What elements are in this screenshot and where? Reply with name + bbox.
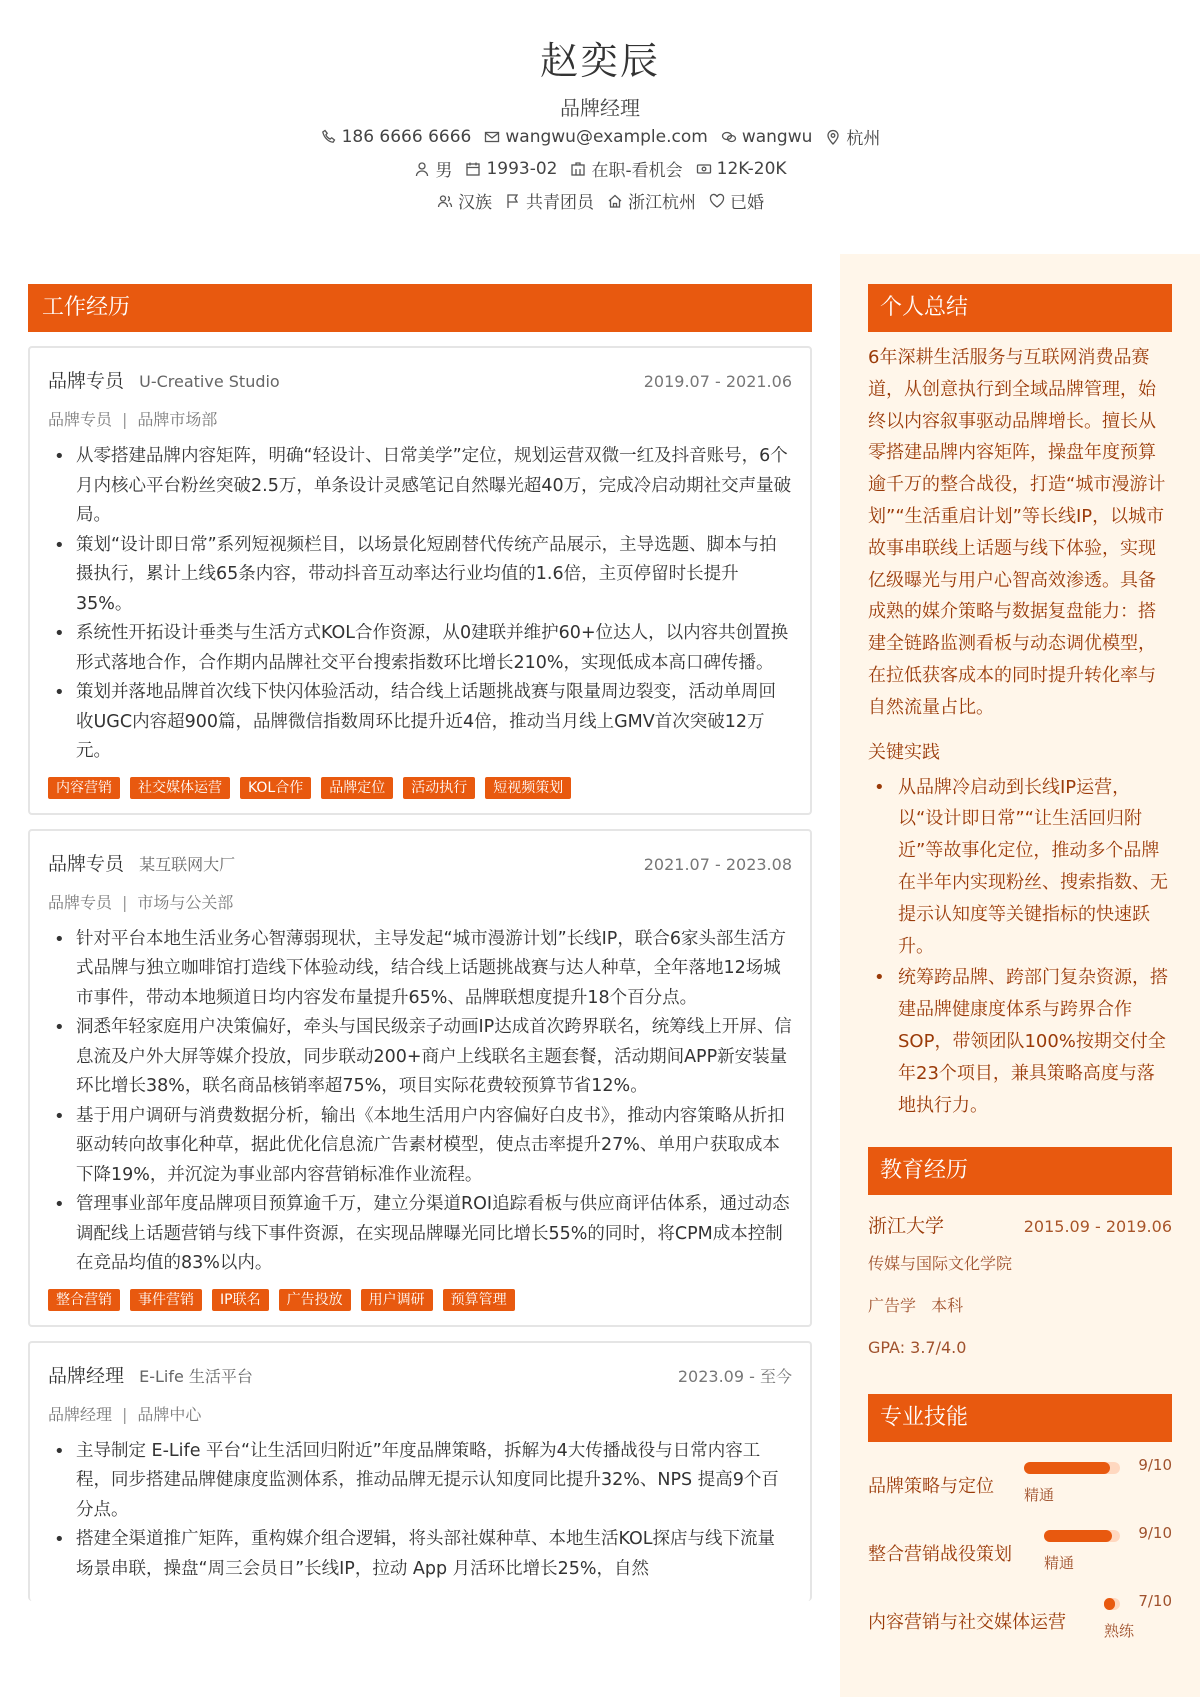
job-subline: 品牌经理 | 品牌中心: [48, 1404, 202, 1424]
mail-icon: [483, 128, 501, 146]
skill-tag: 社交媒体运营: [130, 777, 230, 799]
hometown-item: [606, 188, 696, 213]
calendar-icon: [464, 160, 482, 178]
skill-row: [868, 1584, 1172, 1652]
gpa: GPA: 3.7/4.0: [868, 1338, 967, 1358]
skill-tag: KOL合作: [240, 777, 311, 799]
job-bullet: • 策划“设计即日常”系列短视频栏目，以场景化短剧替代传统产品展示，主导选题、脚本与拍摄执行，累计上线65条内容，带动抖音互动率达行业均值的1.6倍，主页停留时长提升35%。: [48, 531, 792, 620]
resume-header: [0, 0, 1200, 240]
job-card: [28, 829, 812, 1327]
salary-item: [695, 159, 787, 179]
birth-item: [464, 159, 557, 179]
phone-value: 186 6666 6666: [341, 126, 472, 147]
candidate-title: 品牌经理: [560, 96, 640, 120]
school-name: 浙江大学: [868, 1215, 945, 1238]
skill-tag: IP联名: [212, 1289, 269, 1311]
job-bullet: • 针对平台本地生活业务心智薄弱现状，主导发起“城市漫游计划”长线IP，联合6家头部生活方式品牌与独立咖啡馆打造线下体验动线，结合线上话题挑战赛与达人种草，全年落地12场城市事件，带动本地频道日均内容发布量提升65%、品牌联想度提升18个百分点。: [48, 925, 792, 1014]
sidebar: [840, 254, 1200, 1697]
phone-item: [320, 127, 472, 147]
job-subline: 品牌专员 | 品牌市场部: [48, 410, 218, 429]
job-department: 品牌市场部: [137, 410, 218, 429]
skill-bar-track: [1024, 1462, 1120, 1474]
skill-tag: 活动执行: [403, 777, 475, 799]
job-period: 2019.07 - 2021.06: [643, 372, 792, 391]
key-practice-list: [868, 772, 1172, 1122]
key-practice-item: • 从品牌冷启动到长线IP运营，以“设计即日常”“让生活回归附近”等故事化定位，推动多个品牌在半年内实现粉丝、搜索指数、无提示认知度等关键指标的快速跃升。: [868, 772, 1172, 963]
candidate-name: 赵奕辰: [539, 39, 660, 83]
marital-item: [708, 188, 764, 213]
job-position: 品牌经理: [48, 1404, 113, 1424]
gender-item: [413, 156, 452, 181]
marital-value: 已婚: [730, 193, 764, 213]
education-heading: 教育经历: [868, 1147, 1172, 1195]
skill-row: [868, 1516, 1172, 1584]
politics-value: 共青团员: [526, 193, 594, 213]
job-company: 某互联网大厂: [139, 854, 236, 874]
job-period: 2023.09 - 至今: [677, 1366, 792, 1386]
phone-icon: [320, 128, 338, 146]
education-top: [868, 1211, 1172, 1238]
heart-icon: [708, 192, 726, 210]
politics-item: [504, 188, 594, 213]
work-section-heading: 工作经历: [28, 284, 812, 332]
major-degree: [868, 1290, 1172, 1322]
skill-bar-track: [1104, 1598, 1120, 1610]
summary-text: 6年深耕生活服务与互联网消费品赛道，从创意执行到全域品牌管理，始终以内容叙事驱动品牌增长。擅长从零搭建品牌内容矩阵，操盘年度预算逾千万的整合战役，打造“城市漫游计划”“生活重启计划”等长线IP，以城市故事串联线上话题与线下体验，实现亿级曝光与用户心智高效渗透。具备成熟的媒介策略与数据复盘能力：搭建全链路监测看板与动态调优模型，在拉低获客成本的同时提升转化率与自然流量占比。: [868, 347, 1166, 718]
job-bullets: [48, 1437, 792, 1585]
skill-name: 整合营销战役策划: [868, 1544, 1012, 1566]
skill-name: 内容营销与社交媒体运营: [868, 1612, 1066, 1634]
job-card: [28, 1341, 812, 1601]
job-role: 品牌经理: [48, 1364, 125, 1387]
wechat-icon: [720, 128, 738, 146]
email-value: wangwu@example.com: [505, 126, 708, 147]
job-bullet: • 基于用户调研与消费数据分析，输出《本地生活用户内容偏好白皮书》，推动内容策略从折扣驱动转向故事化种草，据此优化信息流广告素材模型，使点击率提升27%、单用户获取成本下降19%，并沉淀为事业部内容营销标准作业流程。: [48, 1102, 792, 1191]
skill-level: 精通: [1024, 1486, 1055, 1505]
job-position: 品牌专员: [48, 892, 113, 912]
job-role: 品牌专员: [48, 852, 125, 875]
skill-level: 精通: [1044, 1554, 1075, 1573]
skill-tag: 预算管理: [443, 1289, 515, 1311]
job-bullet: • 主导制定 E-Life 平台“让生活回归附近”年度品牌策略，拆解为4大传播战役与日常内容工程，同步搭建品牌健康度监测体系，推动品牌无提示认知度同比提升32%、NPS 提高9个百分点。: [48, 1437, 792, 1526]
skill-tag: 整合营销: [48, 1289, 120, 1311]
skill-level: 熟练: [1104, 1622, 1135, 1641]
job-period: 2021.07 - 2023.08: [643, 854, 792, 874]
skill-bar-fill: [1044, 1530, 1112, 1542]
city-value: 杭州: [846, 129, 881, 149]
skill-tag: 用户调研: [361, 1289, 433, 1311]
major: 广告学: [868, 1296, 917, 1316]
wechat-value: wangwu: [741, 126, 813, 147]
job-bullets: [48, 925, 792, 1279]
background-row: [0, 188, 1200, 213]
status-item: [569, 156, 682, 181]
people-icon: [436, 192, 454, 210]
hometown-value: 浙江杭州: [628, 193, 696, 213]
contact-row: [0, 124, 1200, 149]
skill-score: 9/10: [1138, 1456, 1172, 1475]
job-role: 品牌专员: [48, 370, 125, 392]
education-period: 2015.09 - 2019.06: [1023, 1217, 1172, 1237]
skills-heading: 专业技能: [868, 1394, 1172, 1442]
job-bullet: • 从零搭建品牌内容矩阵，明确“轻设计、日常美学”定位，规划运营双微一红及抖音账号，6个月内核心平台粉丝突破2.5万，单条设计灵感笔记自然曝光超40万，完成冷启动期社交声量破局。: [48, 442, 792, 531]
job-tags: [48, 777, 792, 799]
job-card: [28, 346, 812, 815]
location-pin-icon: [824, 128, 842, 146]
skill-tag: 品牌定位: [321, 777, 393, 799]
job-company: E-Life 生活平台: [139, 1366, 253, 1386]
degree: 本科: [931, 1296, 964, 1316]
skill-tag: 事件营销: [130, 1289, 202, 1311]
status-value: 在职-看机会: [591, 161, 683, 181]
email-item: [483, 127, 707, 147]
building-icon: [569, 160, 587, 178]
job-subline: 品牌专员 | 市场与公关部: [48, 892, 234, 912]
skill-tag: 内容营销: [48, 777, 120, 799]
key-practice-item: • 统筹跨品牌、跨部门复杂资源，搭建品牌健康度体系与跨界合作SOP，带领团队100%按期交付全年23个项目，兼具策略高度与落地执行力。: [868, 962, 1172, 1121]
key-practice-label: 关键实践: [868, 741, 940, 763]
job-position: 品牌专员: [48, 410, 113, 429]
job-bullets: [48, 442, 792, 767]
job-company: U-Creative Studio: [139, 372, 280, 391]
salary-value: 12K-20K: [716, 158, 787, 179]
personal-row: [0, 156, 1200, 181]
college-name: 传媒与国际文化学院: [868, 1254, 1013, 1274]
birth-value: 1993-02: [486, 158, 558, 179]
ethnicity-item: [436, 188, 492, 213]
job-bullet: • 系统性开拓设计垂类与生活方式KOL合作资源，从0建联并维护60+位达人，以内容共创置换形式落地合作，合作期内品牌社交平台搜索指数环比增长210%，实现低成本高口碑传播。: [48, 619, 792, 678]
job-bullet: • 策划并落地品牌首次线下快闪体验活动，结合线上话题挑战赛与限量周边裂变，活动单周回收UGC内容超900篇，品牌微信指数周环比提升近4倍，推动当月线上GMV首次突破12万元。: [48, 678, 792, 767]
job-department: 品牌中心: [137, 1404, 202, 1424]
skill-score: 9/10: [1138, 1524, 1172, 1543]
work-experience-section: [28, 284, 812, 1601]
home-icon: [606, 192, 624, 210]
job-tags: [48, 1289, 792, 1311]
wechat-item: [720, 127, 813, 147]
skill-bar-fill: [1024, 1462, 1110, 1474]
summary-heading: 个人总结: [868, 284, 1172, 332]
skill-score: 7/10: [1138, 1592, 1172, 1611]
job-department: 市场与公关部: [137, 892, 234, 912]
job-bullet: • 管理事业部年度品牌项目预算逾千万，建立分渠道ROI追踪看板与供应商评估体系，通过动态调配线上话题营销与线下事件资源，在实现品牌曝光同比增长55%的同时，将CPM成本控制在竞品均值的83%以内。: [48, 1190, 792, 1279]
flag-icon: [504, 192, 522, 210]
skill-bar-fill: [1104, 1598, 1115, 1610]
skill-name: 品牌策略与定位: [868, 1476, 994, 1498]
skill-tag: 广告投放: [279, 1289, 351, 1311]
ethnicity-value: 汉族: [458, 193, 492, 213]
gender-value: 男: [435, 161, 453, 181]
skill-tag: 短视频策划: [485, 777, 571, 799]
person-icon: [413, 160, 431, 178]
city-item: [824, 124, 880, 149]
skill-bar-track: [1044, 1530, 1120, 1542]
skill-row: [868, 1448, 1172, 1516]
money-icon: [695, 160, 713, 178]
job-bullet: • 搭建全渠道推广矩阵，重构媒介组合逻辑，将头部社媒种草、本地生活KOL探店与线下流量场景串联，操盘“周三会员日”长线IP，拉动 App 月活环比增长25%，自然: [48, 1525, 792, 1584]
job-bullet: • 洞悉年轻家庭用户决策偏好，牵头与国民级亲子动画IP达成首次跨界联名，统筹线上开屏、信息流及户外大屏等媒介投放，同步联动200+商户上线联名主题套餐，活动期间APP新安装量环比增长38%，联名商品核销率超75%，项目实际花费较预算节省12%。: [48, 1013, 792, 1102]
